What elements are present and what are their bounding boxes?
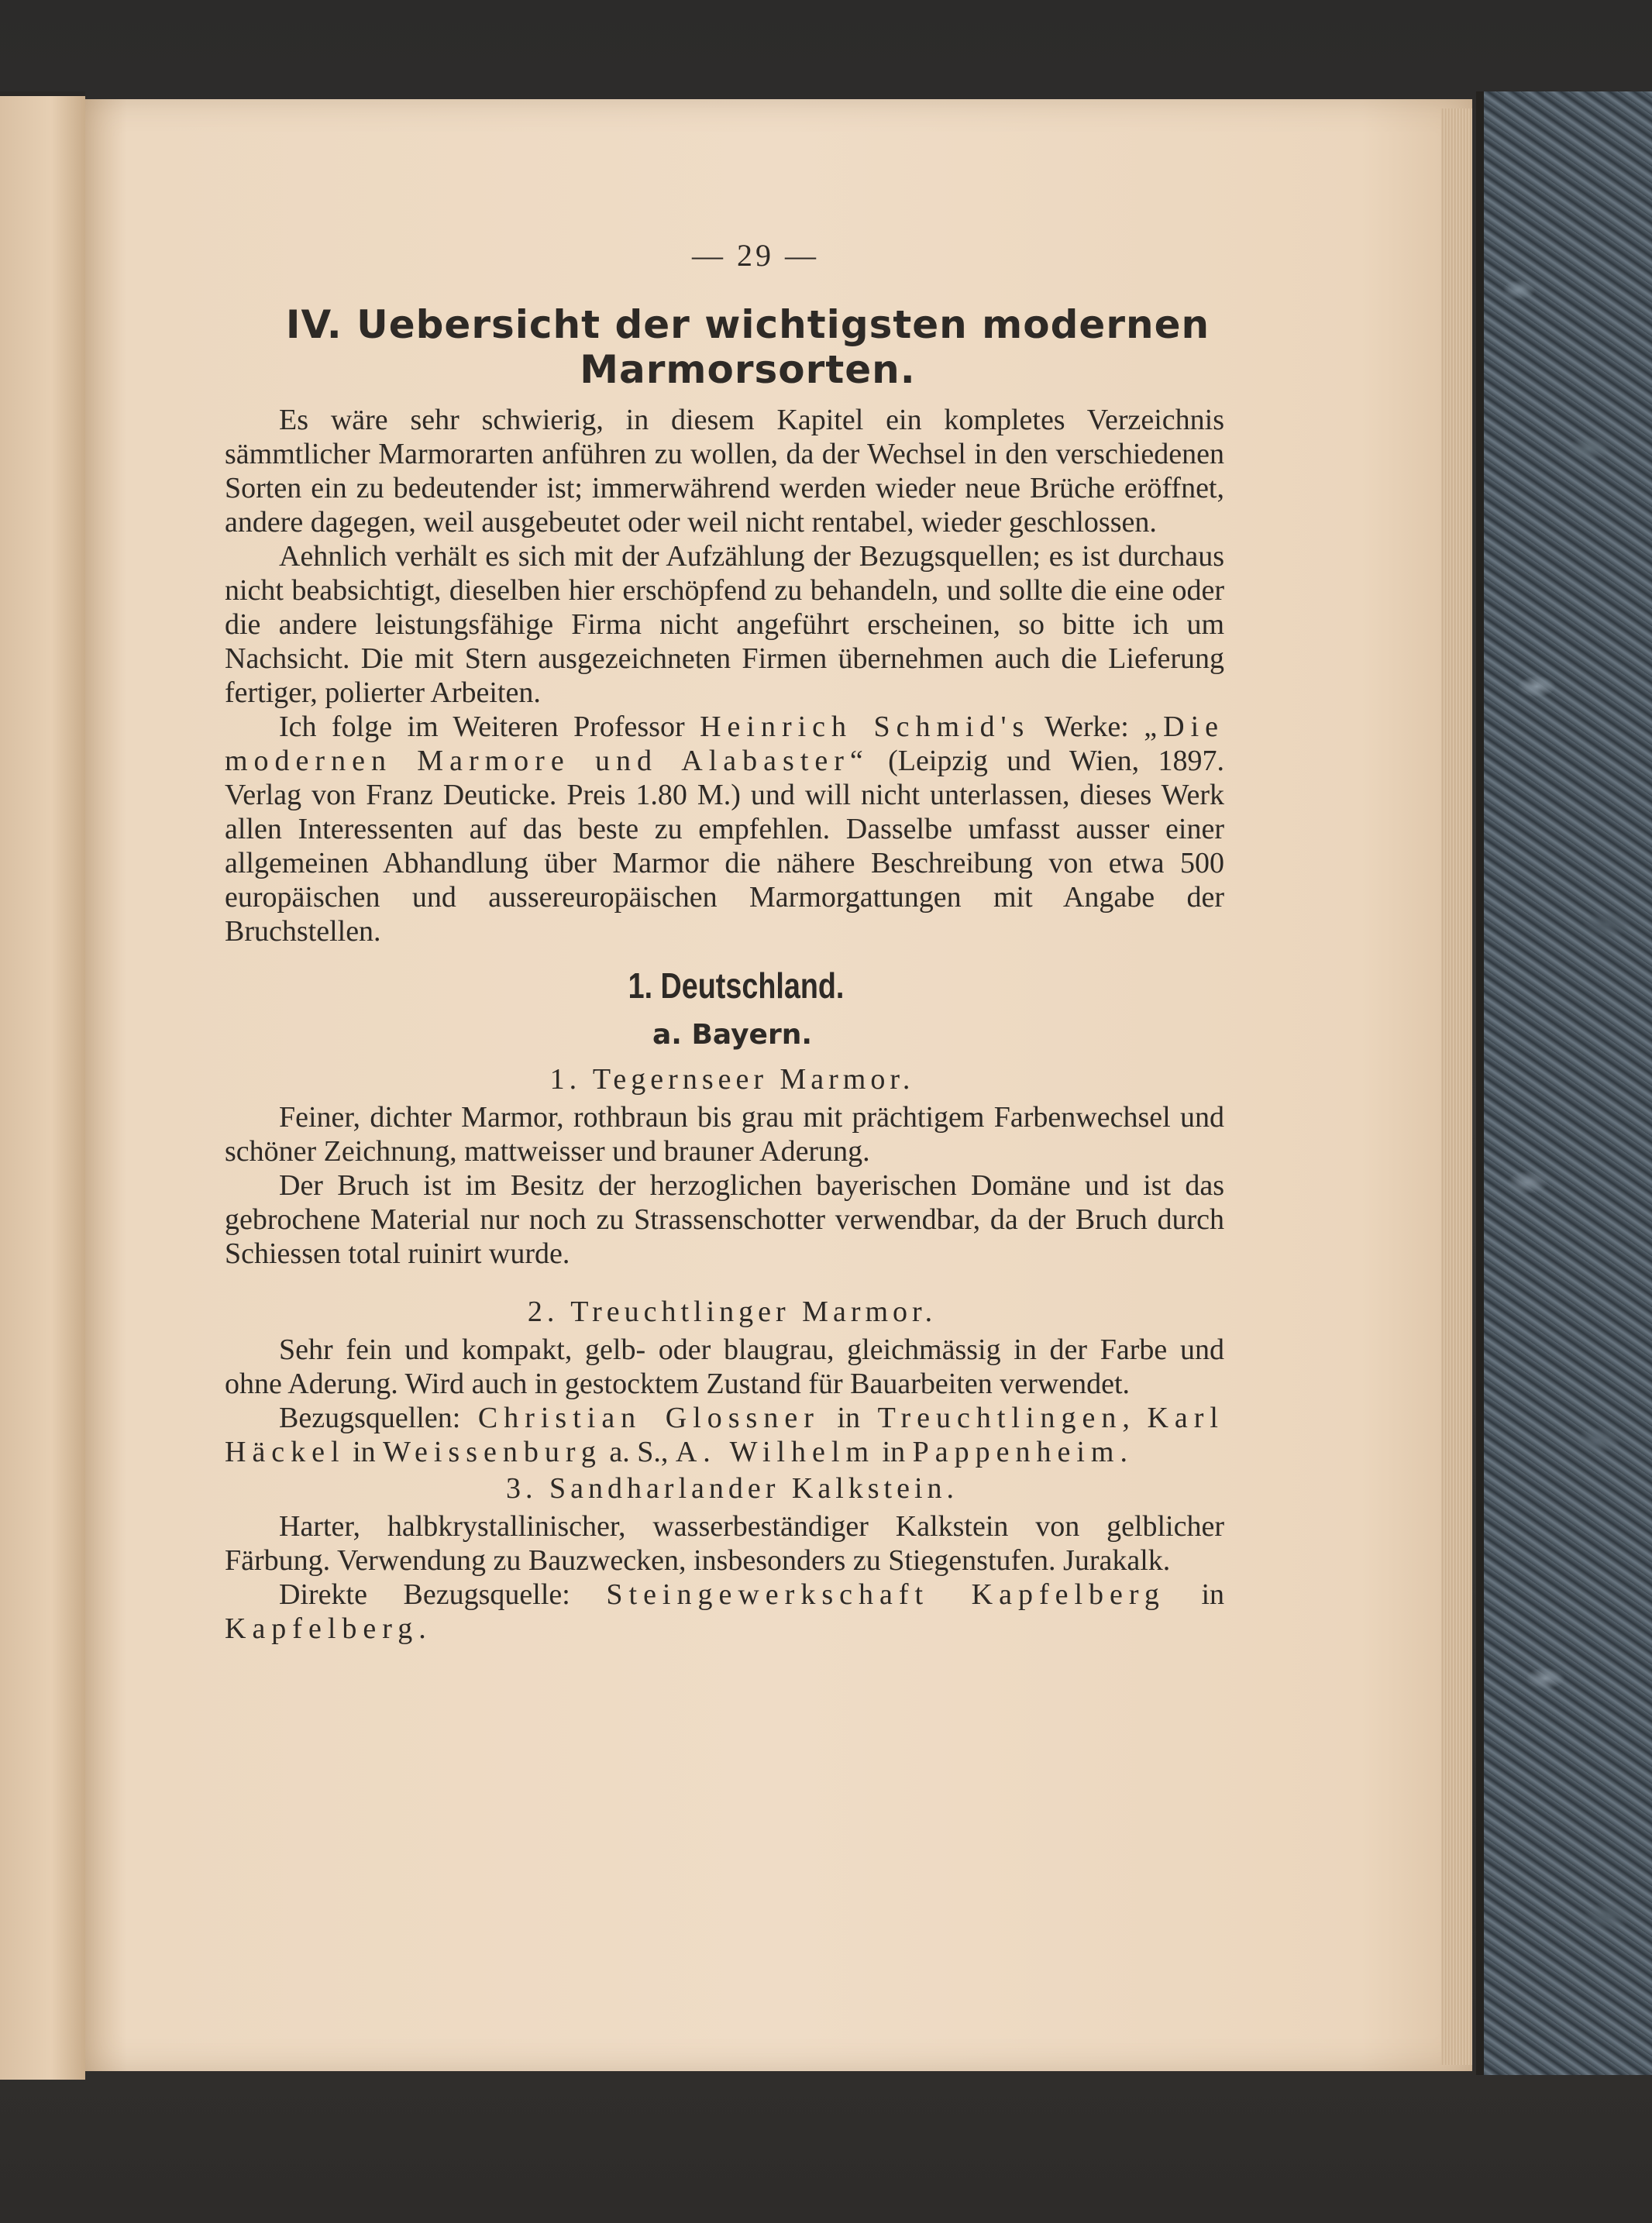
chapter-title (271, 302, 1224, 392)
spacer (225, 1271, 1224, 1292)
supplier-name: Steingewerkschaft Kapfelberg (606, 1578, 1165, 1611)
section-heading-germany: 1. Deutschland. (628, 965, 845, 1006)
supplier-text: , (1122, 1402, 1148, 1434)
marbled-endpaper (1476, 91, 1652, 2075)
author-name: Heinrich Schmid's (700, 711, 1031, 743)
marble-2-suppliers (225, 1401, 1224, 1469)
supplier-name: Christian Glossner (477, 1402, 820, 1434)
marble-1-title: 1. Tegernseer Marmor. (549, 1063, 915, 1096)
marble-2-title: 2. Treuchtlinger Marmor. (527, 1296, 938, 1328)
supplier-place: Pappenheim (912, 1436, 1120, 1468)
chapter-title-line-1: IV. Uebersicht der wichtigsten modernen (285, 302, 1210, 347)
supplier-text: in (345, 1436, 384, 1468)
supplier-text: in (1165, 1578, 1224, 1611)
intro-p3-text-c: (Leipzig und Wien, 1897. Verlag von Franz Deuticke. Preis 1.80 M.) und will nicht unterlassen, dieses Werk allen Interessenten auf das beste zu empfehlen. Dasselbe umfasst ausser einer allgemeinen Abhandlung über Marmor die nähere Beschreibung von etwa 500 europäischen und aussereuropäischen Marmorgattungen mit Angabe der Bruchstellen. (225, 745, 1225, 948)
intro-paragraph-2: Aehnlich verhält es sich mit der Aufzählung der Bezugsquellen; es ist durchaus nicht beabsichtigt, dieselben hier erschöpfend zu behandeln, und sollte die eine oder die andere leistungsfähige Firma nicht angeführt erscheinen, so bitte ich um Nachsicht. Die mit Stern ausgezeichneten Firmen übernehmen auch die Lieferung fertiger, polierter Arbeiten. (225, 540, 1224, 709)
marble-2-paragraph-1: Sehr fein und kompakt, gelb- oder blaugrau, gleichmässig in der Farbe und ohne Aderung. Wird auch in gestocktem Zustand für Bauarbeiten verwendet. (225, 1333, 1224, 1400)
supplier-text: in (875, 1436, 913, 1468)
subsection-heading-bavaria: a. Bayern. (652, 1019, 813, 1051)
marble-3-supplier (225, 1578, 1224, 1646)
marble-3-title: 3. Sandharlander Kalkstein. (505, 1472, 959, 1505)
marble-1-paragraph-1: Feiner, dichter Marmor, rothbraun bis grau mit prächtigem Farbenwechsel und schöner Zeichnung, mattweisser und brauner Aderung. (225, 1101, 1224, 1168)
supplier-place: Kapfelberg (225, 1612, 419, 1645)
supplier-text: . (418, 1612, 426, 1645)
supplier-place: Treuchtlingen (877, 1402, 1123, 1434)
supplier-label: Direkte Bezugsquelle: (279, 1578, 607, 1611)
suppliers-label: Bezugsquellen: (279, 1402, 478, 1434)
marble-3-paragraph-1: Harter, halbkrystallinischer, wasserbeständiger Kalkstein von gelblicher Färbung. Verwendung zu Bauzwecken, insbesonders zu Stiegenstufen. Jurakalk. (225, 1510, 1224, 1577)
supplier-text: a. S., (601, 1436, 676, 1468)
intro-p3-text-a: Ich folge im Weiteren Professor (279, 711, 700, 743)
supplier-name: Karl Häckel (225, 1402, 1224, 1468)
intro-p3-text-b: Werke: (1030, 711, 1144, 743)
page-number: — 29 — (692, 238, 819, 273)
marble-1-paragraph-2: Der Bruch ist im Besitz der herzoglichen bayerischen Domäne und ist das gebrochene Material nur noch zu Strassenschotter verwendbar, da der Bruch durch Schiessen total ruinirt wurde. (225, 1169, 1224, 1270)
supplier-text: . (1120, 1436, 1127, 1468)
chapter-title-line-2: Marmorsorten. (580, 347, 916, 392)
facing-page-edge (0, 91, 85, 2080)
supplier-name: A. Wilhelm (675, 1436, 876, 1468)
supplier-text: in (819, 1402, 878, 1434)
page-edges (1441, 108, 1472, 2065)
supplier-place: Weissenburg (383, 1436, 602, 1468)
page-text (225, 232, 1224, 1646)
intro-paragraph-3 (225, 710, 1224, 948)
work-title: „Die modernen Marmore und Alabaster“ (225, 711, 1224, 777)
intro-paragraph-1: Es wäre sehr schwierig, in diesem Kapitel ein kompletes Verzeichnis sämmtlicher Marmorarten anführen zu wollen, da der Wechsel in den verschiedenen Sorten ein zu bedeutender ist; immerwährend werden wieder neue Brüche eröffnet, andere dagegen, weil ausgebeutet oder weil nicht rentabel, wieder geschlossen. (225, 404, 1224, 539)
